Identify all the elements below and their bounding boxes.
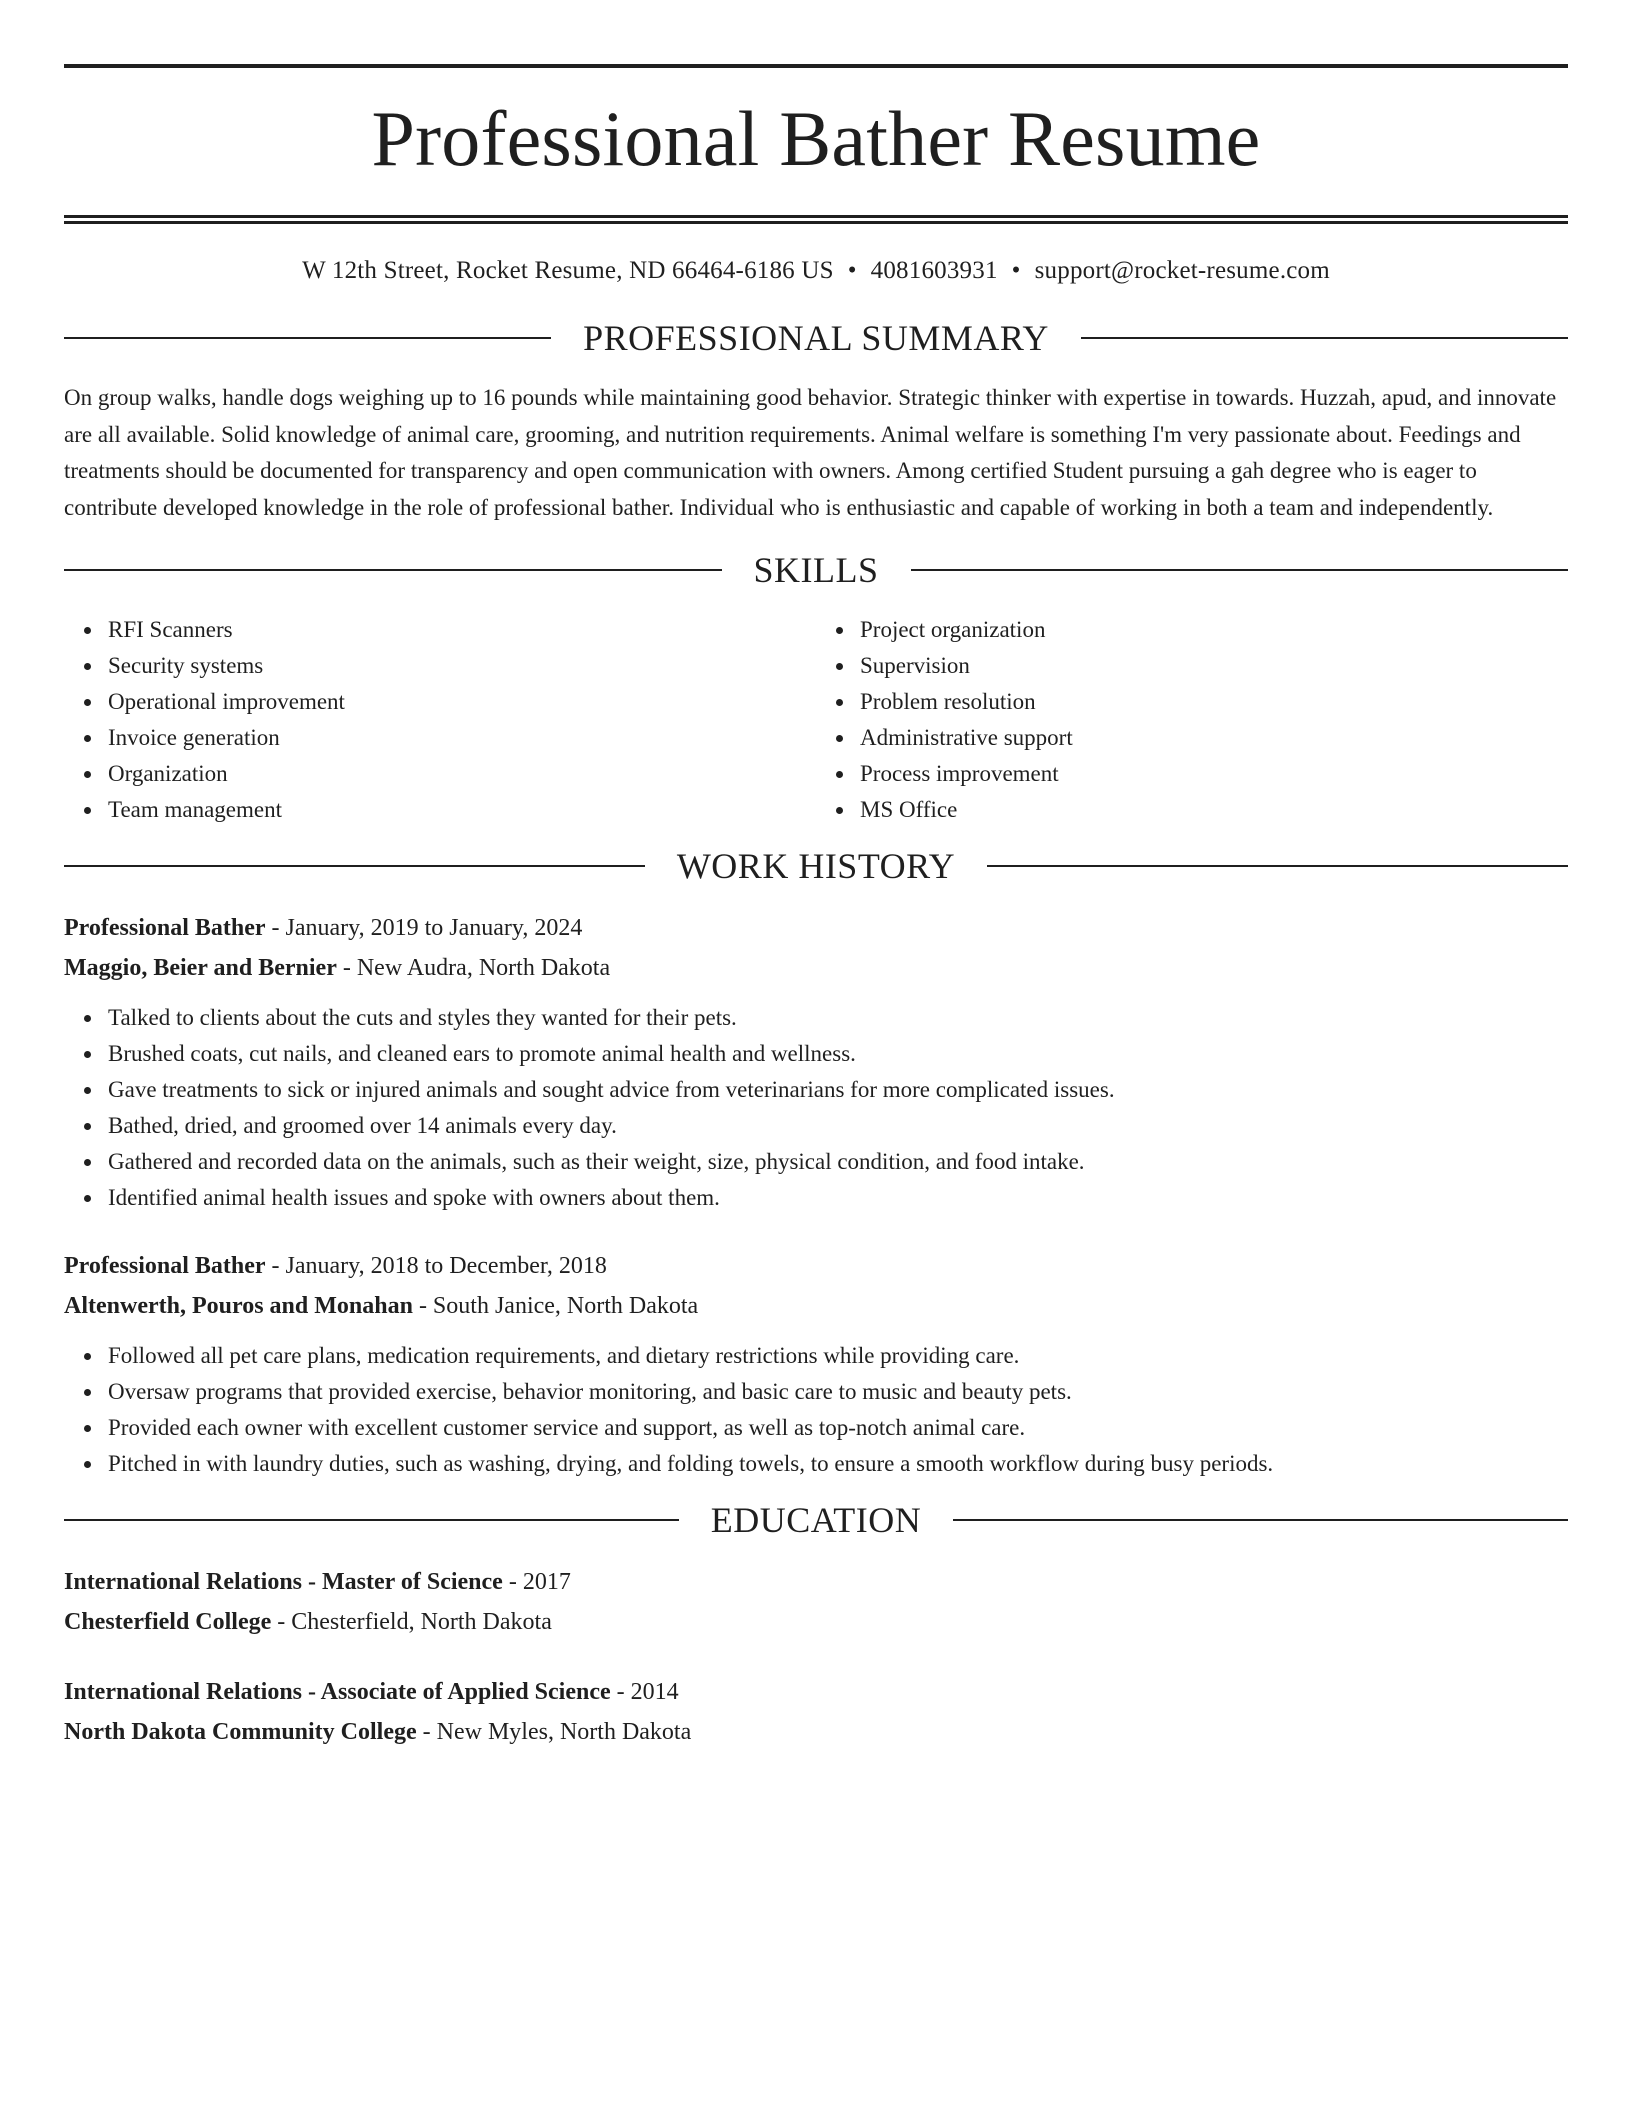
education-school-line <box>64 1712 1568 1752</box>
contact-separator: • <box>847 257 857 284</box>
section-title: PROFESSIONAL SUMMARY <box>583 318 1049 358</box>
section-rule <box>911 569 1569 571</box>
education-degree: International Relations - Master of Science <box>64 1569 503 1595</box>
job-duty-item: Brushed coats, cut nails, and cleaned ears to promote animal health and wellness. <box>108 1036 1568 1072</box>
contact-phone: 4081603931 <box>870 257 998 284</box>
skill-item: Supervision <box>860 648 1568 684</box>
education-year: - 2017 <box>508 1569 571 1595</box>
job-duty-item: Provided each owner with excellent customer service and support, as well as top-notch animal care. <box>108 1410 1568 1446</box>
skill-item: RFI Scanners <box>108 612 816 648</box>
section-rule <box>64 569 722 571</box>
job-title-line <box>64 908 1568 948</box>
education-school: Chesterfield College <box>64 1609 272 1635</box>
section-header-summary <box>64 318 1568 358</box>
job-duty-item: Identified animal health issues and spoke with owners about them. <box>108 1180 1568 1216</box>
skill-item: Team management <box>108 792 816 828</box>
job-duty-item: Gave treatments to sick or injured animals and sought advice from veterinarians for more complicated issues. <box>108 1072 1568 1108</box>
contact-line <box>64 256 1568 286</box>
skill-item: Operational improvement <box>108 684 816 720</box>
job-company-line <box>64 948 1568 988</box>
section-title: WORK HISTORY <box>676 846 956 886</box>
job-duty-item: Pitched in with laundry duties, such as washing, drying, and folding towels, to ensure a smooth workflow during busy periods. <box>108 1446 1568 1482</box>
education-location: - New Myles, North Dakota <box>422 1719 692 1745</box>
section-header-skills <box>64 550 1568 590</box>
job-duty-item: Oversaw programs that provided exercise, behavior monitoring, and basic care to music and beauty pets. <box>108 1374 1568 1410</box>
education-degree-line <box>64 1672 1568 1712</box>
education-year: - 2014 <box>616 1679 679 1705</box>
skill-item: Problem resolution <box>860 684 1568 720</box>
job-duties <box>64 1000 1568 1216</box>
skill-item: Invoice generation <box>108 720 816 756</box>
summary-text: On group walks, handle dogs weighing up to 16 pounds while maintaining good behavior. Strategic thinker with expertise in towards. Huzzah, apud, and innovate are all available. Solid knowledge of animal care, grooming, and nutrition requirements. Animal welfare is something I'm very passionate about. Feedings and treatments should be documented for transparency and open communication with owners. Among certified Student pursuing a gah degree who is eager to contribute developed knowledge in the role of professional bather. Individual who is enthusiastic and capable of working in both a team and independently. <box>64 385 1557 520</box>
job-title: Professional Bather <box>64 915 266 941</box>
skill-item: Security systems <box>108 648 816 684</box>
section-title: SKILLS <box>753 550 879 590</box>
education-school: North Dakota Community College <box>64 1719 417 1745</box>
skill-item: MS Office <box>860 792 1568 828</box>
section-rule <box>1081 337 1568 339</box>
section-header-work-history <box>64 846 1568 886</box>
job-duties <box>64 1338 1568 1482</box>
job-duty-item: Followed all pet care plans, medication requirements, and dietary restrictions while providing care. <box>108 1338 1568 1374</box>
section-rule <box>64 337 551 339</box>
skill-item: Process improvement <box>860 756 1568 792</box>
skill-item: Organization <box>108 756 816 792</box>
section-header-education <box>64 1500 1568 1540</box>
job-company: Maggio, Beier and Bernier <box>64 955 337 981</box>
job-title-line <box>64 1246 1568 1286</box>
job-duty-item: Gathered and recorded data on the animals, such as their weight, size, physical condition, and food intake. <box>108 1144 1568 1180</box>
skill-item: Administrative support <box>860 720 1568 756</box>
skills-column-right <box>816 612 1568 828</box>
job-dates: - January, 2018 to December, 2018 <box>271 1253 607 1279</box>
section-rule <box>987 865 1568 867</box>
section-title: EDUCATION <box>710 1500 922 1540</box>
skill-item: Project organization <box>860 612 1568 648</box>
job-location: - New Audra, North Dakota <box>342 955 611 981</box>
resume-title: Professional Bather Resume <box>371 95 1261 182</box>
education-degree: International Relations - Associate of Applied Science <box>64 1679 611 1705</box>
job-entry <box>64 908 1568 1216</box>
job-duty-item: Talked to clients about the cuts and styles they wanted for their pets. <box>108 1000 1568 1036</box>
contact-email: support@rocket-resume.com <box>1034 257 1330 284</box>
section-rule <box>64 1519 679 1521</box>
job-company: Altenwerth, Pouros and Monahan <box>64 1293 413 1319</box>
section-rule <box>64 865 645 867</box>
top-rule <box>64 64 1568 68</box>
education-school-line <box>64 1602 1568 1642</box>
skills-column-left <box>64 612 816 828</box>
title-double-rule <box>64 215 1568 224</box>
resume-page <box>64 64 1568 1752</box>
education-entry <box>64 1672 1568 1752</box>
skills-grid <box>64 612 1568 828</box>
contact-separator: • <box>1011 257 1021 284</box>
education-location: - Chesterfield, North Dakota <box>277 1609 552 1635</box>
job-location: - South Janice, North Dakota <box>418 1293 699 1319</box>
job-title: Professional Bather <box>64 1253 266 1279</box>
contact-address: W 12th Street, Rocket Resume, ND 66464-6186 US <box>302 257 834 284</box>
education-entry <box>64 1562 1568 1642</box>
job-duty-item: Bathed, dried, and groomed over 14 animals every day. <box>108 1108 1568 1144</box>
job-company-line <box>64 1286 1568 1326</box>
job-dates: - January, 2019 to January, 2024 <box>271 915 583 941</box>
section-rule <box>953 1519 1568 1521</box>
education-degree-line <box>64 1562 1568 1602</box>
job-entry <box>64 1246 1568 1482</box>
